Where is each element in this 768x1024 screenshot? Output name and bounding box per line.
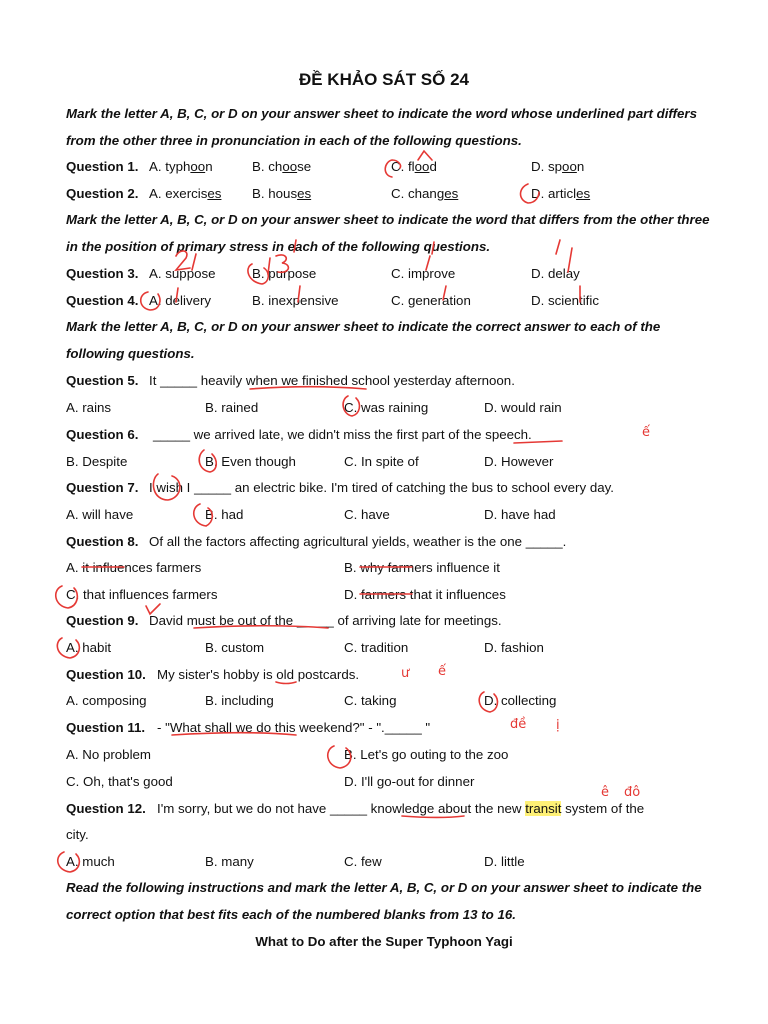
question-label: Question 12.: [66, 801, 146, 816]
option-b: B. houses: [252, 186, 312, 201]
handwritten-note: ư: [401, 666, 410, 681]
option-b: B. inexpensive: [252, 293, 339, 308]
option-d: D. I'll go-out for dinner: [344, 774, 475, 789]
instruction-pronunciation: Mark the letter A, B, C, or D on your answer sheet to indicate the word whose underlined part differs from the other three in pronunciation in each of the following questions.: [66, 106, 697, 148]
option-a: A. No problem: [66, 747, 151, 762]
question-label: Question 4.: [66, 293, 139, 308]
option-b: B. Let's go outing to the zoo: [344, 747, 509, 762]
option-b: B. custom: [205, 640, 265, 655]
question-text: Of all the factors affecting agricultural yields, weather is the one _____.: [149, 534, 567, 549]
option-b: B. had: [205, 507, 244, 522]
option-d: D. fashion: [484, 640, 544, 655]
option-c: C. changes: [391, 186, 459, 201]
question-text: I wish I _____ an electric bike. I'm tired of catching the bus to school every day.: [149, 480, 614, 495]
question-label: Question 3.: [66, 266, 139, 281]
page-title: ĐỀ KHẢO SÁT SỐ 24: [298, 70, 470, 89]
question-label: Question 11.: [66, 720, 146, 735]
option-d: D. would rain: [484, 400, 562, 415]
handwritten-note: ị: [556, 718, 560, 733]
option-d: D. spoon: [531, 159, 585, 174]
handwritten-note: đô: [624, 785, 641, 800]
option-a: B. Despite: [66, 454, 128, 469]
option-c: C. that influences farmers: [66, 587, 218, 602]
option-d: D. have had: [484, 507, 556, 522]
option-d: D. scientific: [531, 293, 599, 308]
highlighted-word: transit: [525, 801, 562, 816]
question-text: I'm sorry, but we do not have _____ knowledge about the new transit system of the: [157, 801, 645, 816]
option-b: B. choose: [252, 159, 312, 174]
option-a: A. composing: [66, 693, 147, 708]
question-label: Question 2.: [66, 186, 139, 201]
option-c: C. was raining: [344, 400, 429, 415]
reading-title: What to Do after the Super Typhoon Yagi: [255, 934, 513, 949]
option-a: A. suppose: [149, 266, 216, 281]
question-text: David must be out of the _____ of arriving late for meetings.: [149, 613, 502, 628]
question-text: It _____ heavily when we finished school yesterday afternoon.: [149, 373, 515, 388]
question-label: Question 6.: [66, 427, 139, 442]
option-b: B. many: [205, 854, 254, 869]
option-a: A. exercises: [149, 186, 222, 201]
instruction-correct-answer: Mark the letter A, B, C, or D on your answer sheet to indicate the correct answer to each of the following questions.: [66, 319, 661, 361]
option-c: C. Oh, that's good: [66, 774, 173, 789]
handwritten-note: ế: [642, 425, 650, 440]
instruction-stress: Mark the letter A, B, C, or D on your answer sheet to indicate the word that differs from the other three in the position of primary stress in each of the following questions.: [66, 212, 710, 254]
handwritten-note: ê: [601, 785, 609, 800]
question-label: Question 8.: [66, 534, 139, 549]
question-text: _____ we arrived late, we didn't miss the first part of the speech.: [153, 427, 532, 442]
handwritten-note: ế: [438, 664, 446, 679]
option-a: A. much: [66, 854, 115, 869]
option-d: D. However: [484, 454, 554, 469]
option-a: A. typhoon: [149, 159, 213, 174]
option-d: D. collecting: [484, 693, 557, 708]
option-b: B. why farmers influence it: [344, 560, 500, 575]
option-c: C. tradition: [344, 640, 409, 655]
option-a: A. delivery: [149, 293, 212, 308]
option-b: B. Even though: [205, 454, 296, 469]
option-b: B. purpose: [252, 266, 317, 281]
option-d: D. farmers that it influences: [344, 587, 506, 602]
option-c: C. In spite of: [344, 454, 419, 469]
option-c: C. improve: [391, 266, 456, 281]
question-label: Question 9.: [66, 613, 139, 628]
option-a: A. habit: [66, 640, 112, 655]
option-c: C. few: [344, 854, 382, 869]
option-a: A. rains: [66, 400, 112, 415]
question-label: Question 5.: [66, 373, 139, 388]
option-c: C. flood: [391, 159, 437, 174]
option-c: C. taking: [344, 693, 397, 708]
question-label: Question 7.: [66, 480, 139, 495]
option-d: D. delay: [531, 266, 580, 281]
question-text: My sister's hobby is old postcards.: [157, 667, 360, 682]
instruction-reading: Read the following instructions and mark the letter A, B, C, or D on your answer sheet to indicate the correct option that best fits each of the numbered blanks from 13 to 16.: [66, 880, 702, 922]
option-c: C. generation: [391, 293, 471, 308]
option-d: D. little: [484, 854, 525, 869]
handwritten-note: đề: [510, 717, 527, 732]
option-b: B. including: [205, 693, 274, 708]
option-a: A. will have: [66, 507, 134, 522]
option-a: A. it influences farmers: [66, 560, 202, 575]
option-d: D. articles: [531, 186, 591, 201]
option-c: C. have: [344, 507, 390, 522]
option-b: B. rained: [205, 400, 259, 415]
question-text-continued: city.: [66, 827, 89, 842]
question-label: Question 1.: [66, 159, 139, 174]
question-label: Question 10.: [66, 667, 146, 682]
question-text: - "What shall we do this weekend?" - "._____ ": [157, 720, 431, 735]
